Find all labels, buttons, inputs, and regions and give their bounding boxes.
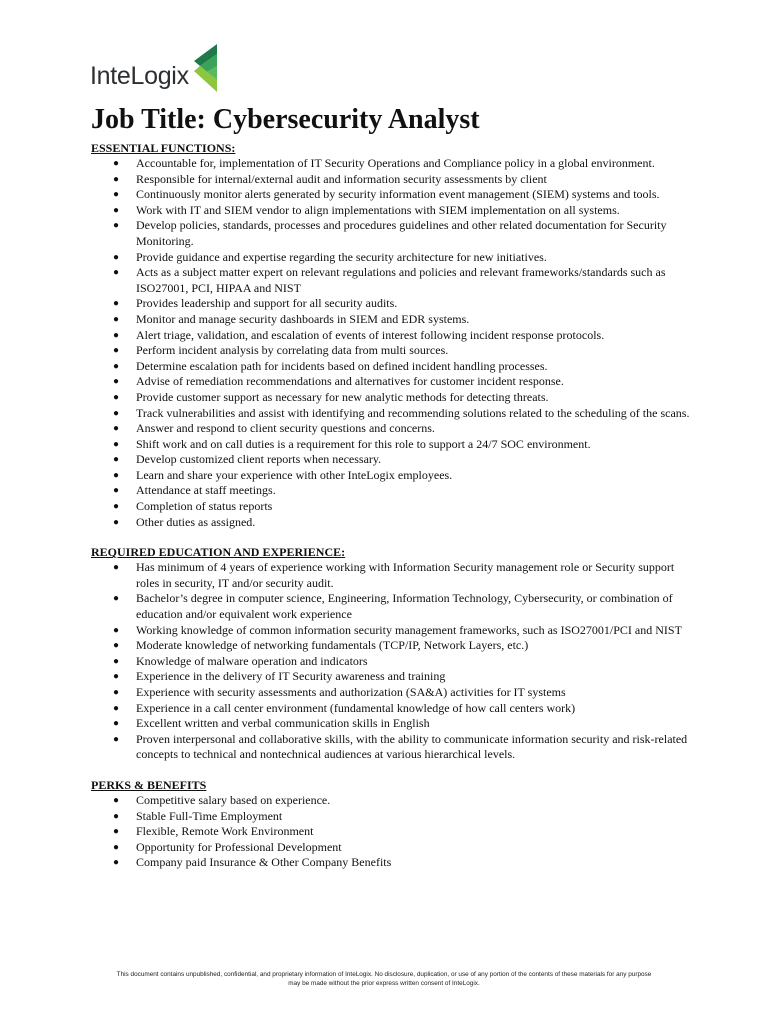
list-item [91, 374, 691, 390]
list-item [91, 809, 691, 825]
list-item-text: Experience in a call center environment (fundamental knowledge of how call centers work) [136, 700, 576, 715]
list-item-text: Responsible for internal/external audit and information security assessments by client [136, 171, 547, 186]
bullet-icon: ● [113, 718, 120, 730]
list-item-text: Experience with security assessments and authorization (SA&A) activities for IT systems [136, 685, 566, 699]
list-item-text: Provides leadership and support for all security audits. [136, 296, 398, 311]
list-item-text: Competitive salary based on experience. [136, 792, 331, 807]
bullet-icon: ● [113, 794, 120, 806]
essential-functions-heading: ESSENTIAL FUNCTIONS: [91, 141, 236, 155]
list-item [91, 623, 691, 639]
list-item [91, 515, 691, 531]
list-item [91, 685, 691, 701]
list-item [91, 218, 691, 249]
bullet-icon: ● [113, 298, 120, 310]
list-item-text: Excellent written and verbal communication skills in English [136, 716, 430, 731]
list-item [91, 793, 691, 809]
list-item [91, 172, 691, 188]
bullet-icon: ● [113, 376, 120, 388]
bullet-icon: ● [113, 391, 120, 403]
bullet-icon: ● [113, 313, 120, 325]
footer-line-1: This document contains unpublished, confidential, and proprietary information of InteLogix. No disclosure, duplication, or use of any portion of the contents of these materials for any purpose [116, 971, 652, 978]
document-body [91, 140, 691, 871]
footer-line-2: may be made without the prior express written consent of InteLogix. [288, 980, 480, 987]
list-item [91, 840, 691, 856]
list-item-text: Advise of remediation recommendations and alternatives for customer incident response. [136, 374, 564, 389]
bullet-icon: ● [113, 251, 120, 263]
list-item-text: Perform incident analysis by correlating data from multi sources. [136, 343, 449, 358]
list-item [91, 669, 691, 685]
list-item [91, 390, 691, 406]
list-item [91, 452, 691, 468]
list-item [91, 654, 691, 670]
list-item-text: Answer and respond to client security questions and concerns. [136, 421, 435, 436]
list-item-text: Continuously monitor alerts generated by security information event management (SIEM) systems and tools. [136, 187, 660, 202]
list-item-text: Alert triage, validation, and escalation of events of interest following incident response protocols. [136, 327, 605, 342]
list-item-text: Accountable for, implementation of IT Security Operations and Compliance policy in a global environment. [136, 156, 655, 170]
logo-text: InteLogix [90, 62, 189, 90]
list-item [91, 483, 691, 499]
page-title: Job Title: Cybersecurity Analyst [91, 104, 480, 135]
bullet-icon: ● [113, 158, 120, 169]
list-item [91, 187, 691, 203]
bullet-icon: ● [113, 469, 120, 481]
list-item [91, 406, 691, 422]
bullet-icon: ● [113, 204, 120, 216]
bullet-icon: ● [113, 640, 120, 652]
bullet-icon: ● [113, 593, 120, 605]
list-item-text: Has minimum of 4 years of experience working with Information Security management role or Security support roles in security, IT and/or security audit. [136, 560, 675, 590]
list-item-text: Knowledge of malware operation and indicators [136, 653, 368, 668]
list-item-text: Company paid Insurance & Other Company Benefits [136, 855, 392, 870]
list-item [91, 701, 691, 717]
bullet-icon: ● [113, 857, 120, 869]
list-item-text: Stable Full-Time Employment [136, 808, 283, 823]
list-item-text: Monitor and manage security dashboards in SIEM and EDR systems. [136, 311, 470, 326]
heading-colon: : [341, 545, 346, 560]
bullet-icon: ● [113, 267, 120, 279]
bullet-icon: ● [113, 485, 120, 497]
bullet-icon: ● [113, 687, 120, 698]
list-item-text: Shift work and on call duties is a requirement for this role to support a 24/7 SOC environment. [136, 436, 591, 451]
list-item-text: Completion of status reports [136, 499, 273, 514]
bullet-icon: ● [113, 501, 120, 513]
list-item [91, 421, 691, 437]
confidentiality-footer [70, 970, 698, 988]
bullet-icon: ● [113, 655, 120, 667]
list-item-text: Provide customer support as necessary for new analytic methods for detecting threats. [136, 389, 549, 404]
list-item [91, 499, 691, 515]
perks-benefits-list [91, 793, 691, 871]
list-item-text: Moderate knowledge of networking fundamentals (TCP/IP, Network Layers, etc.) [136, 638, 529, 653]
list-item-text: Learn and share your experience with other InteLogix employees. [136, 467, 453, 482]
perks-benefits-heading: PERKS & BENEFITS [91, 777, 207, 792]
bullet-icon: ● [113, 220, 120, 232]
bullet-icon: ● [113, 810, 120, 822]
list-item-text: Other duties as assigned. [136, 514, 256, 529]
list-item [91, 296, 691, 312]
bullet-icon: ● [113, 562, 120, 574]
list-item [91, 265, 691, 296]
bullet-icon: ● [113, 733, 120, 745]
list-item [91, 591, 691, 622]
list-item [91, 203, 691, 219]
list-item [91, 560, 691, 591]
bullet-icon: ● [113, 407, 120, 419]
list-item [91, 156, 691, 172]
bullet-icon: ● [113, 671, 120, 683]
required-education-heading-text: REQUIRED EDUCATION AND EXPERIENCE [91, 545, 342, 560]
bullet-icon: ● [113, 841, 120, 853]
list-item [91, 343, 691, 359]
list-item [91, 638, 691, 654]
essential-functions-list [91, 156, 691, 530]
bullet-icon: ● [113, 360, 120, 372]
list-item-text: Develop policies, standards, processes and procedures guidelines and other related documentation for Security Monitoring. [136, 218, 667, 248]
list-item-text: Opportunity for Professional Development [136, 839, 342, 854]
list-item-text: Bachelor’s degree in computer science, Engineering, Information Technology, Cybersecurity, or combination of education and/or equivalent work experience [136, 591, 673, 622]
bullet-icon: ● [113, 826, 120, 838]
list-item-text: Acts as a subject matter expert on relevant regulations and policies and relevant frameworks/standards such as ISO27001, PCI, HIPAA and NIST [136, 265, 666, 295]
bullet-icon: ● [113, 173, 120, 185]
list-item-text: Track vulnerabilities and assist with identifying and recommending solutions related to the scheduling of the scans. [136, 405, 690, 420]
list-item-text: Provide guidance and expertise regarding the security architecture for new initiatives. [136, 249, 547, 264]
list-item [91, 824, 691, 840]
bullet-icon: ● [113, 329, 120, 341]
list-item-text: Flexible, Remote Work Environment [136, 824, 314, 839]
bullet-icon: ● [113, 189, 120, 201]
list-item-text: Determine escalation path for incidents based on defined incident handling processes. [136, 358, 548, 373]
bullet-icon: ● [113, 454, 120, 466]
list-item [91, 359, 691, 375]
bullet-icon: ● [113, 345, 120, 357]
bullet-icon: ● [113, 702, 120, 714]
list-item [91, 437, 691, 453]
list-item-text: Work with IT and SIEM vendor to align implementations with SIEM implementation on all systems. [136, 202, 620, 217]
list-item [91, 732, 691, 763]
list-item [91, 250, 691, 266]
list-item [91, 328, 691, 344]
list-item [91, 468, 691, 484]
list-item-text: Experience in the delivery of IT Security awareness and training [136, 669, 446, 684]
intelogix-logo [90, 44, 230, 98]
required-education-heading [91, 544, 691, 560]
bullet-icon: ● [113, 438, 120, 450]
bullet-icon: ● [113, 516, 120, 528]
green-chevron-logo-icon [190, 44, 220, 94]
list-item-text: Working knowledge of common information security management frameworks, such as ISO27001/PCI and NIST [136, 622, 682, 637]
list-item [91, 716, 691, 732]
required-education-list [91, 560, 691, 763]
list-item [91, 855, 691, 871]
list-item-text: Develop customized client reports when necessary. [136, 452, 382, 467]
list-item-text: Attendance at staff meetings. [136, 483, 276, 498]
bullet-icon: ● [113, 624, 120, 636]
list-item [91, 312, 691, 328]
list-item-text: Proven interpersonal and collaborative skills, with the ability to communicate information security and risk-related concepts to technical and nontechnical audiences at various hierarchical levels. [136, 731, 688, 762]
bullet-icon: ● [113, 423, 120, 435]
